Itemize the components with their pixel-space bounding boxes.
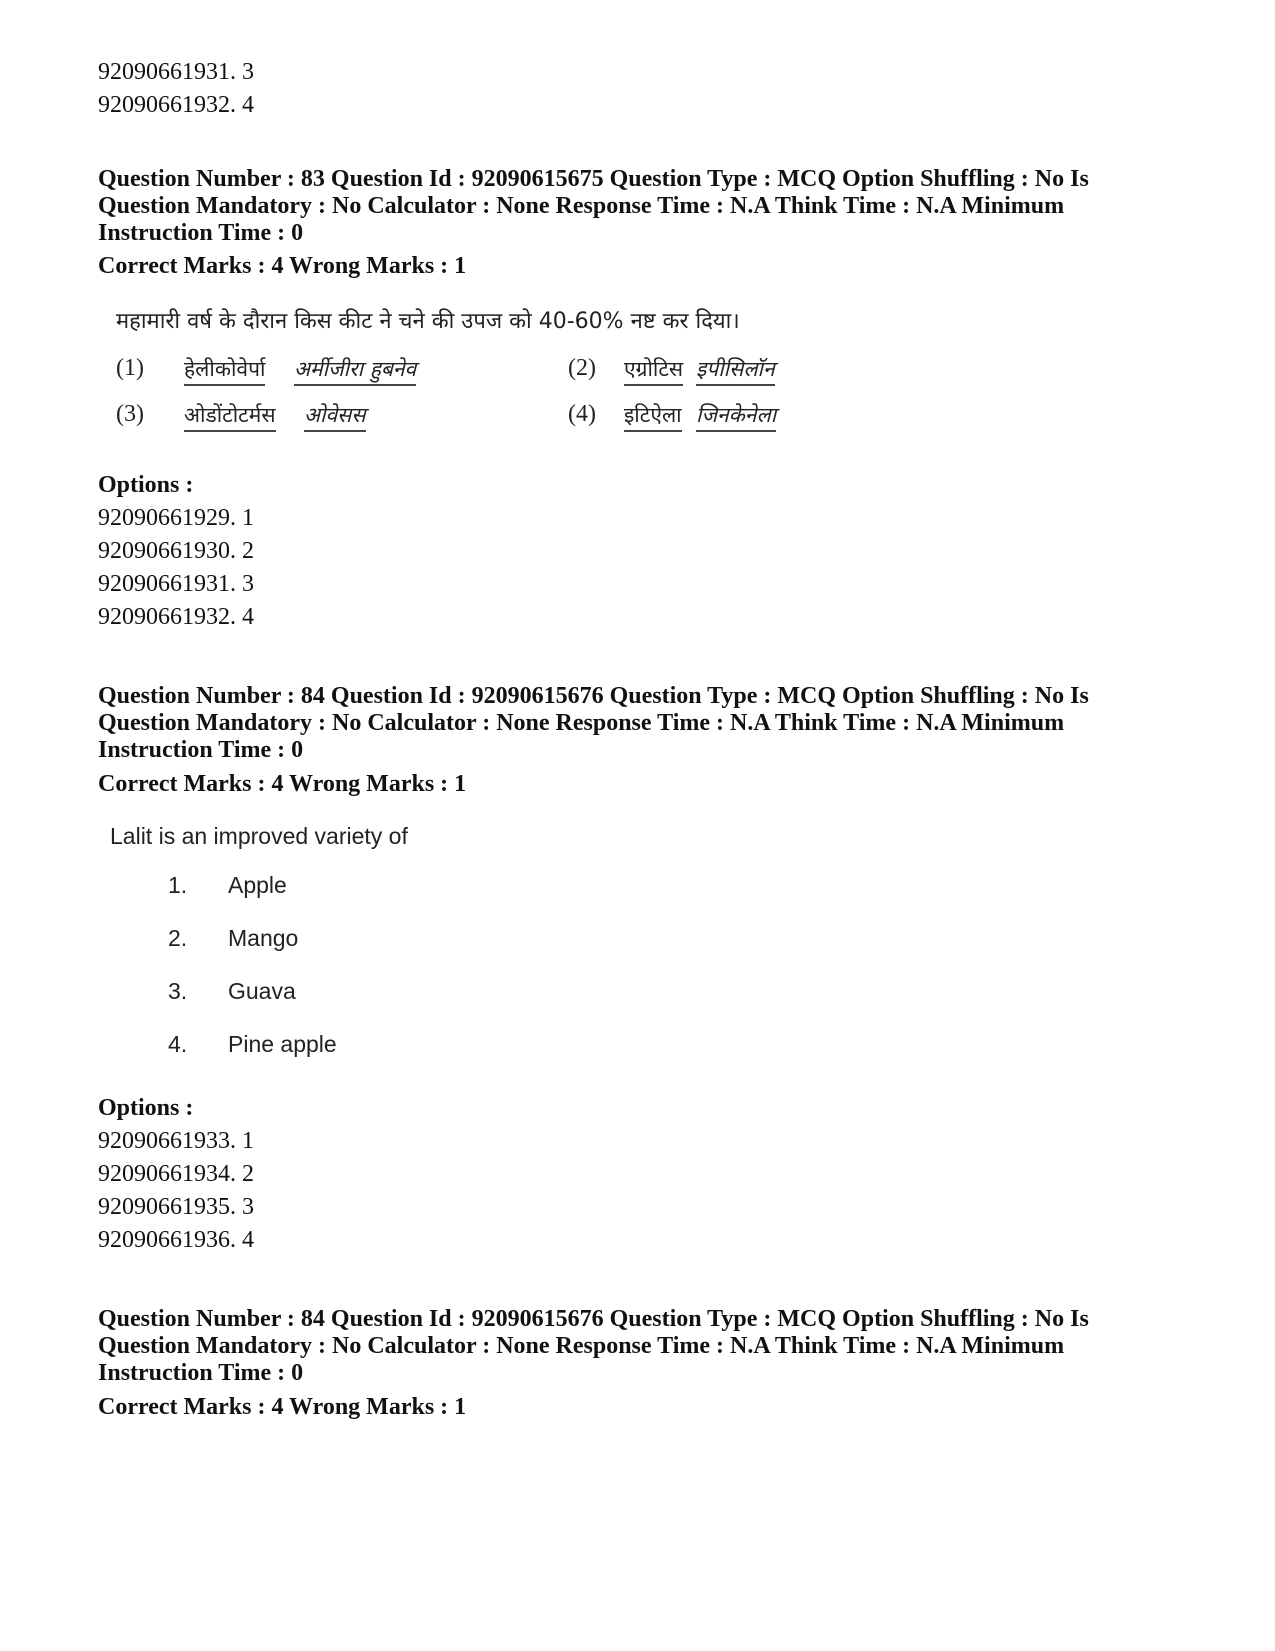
choice-term: ओडोंटोटर्मस <box>184 401 276 432</box>
choice-number: (2) <box>568 355 596 381</box>
choice-number: 1. <box>168 872 188 898</box>
question-choices <box>168 872 568 1062</box>
question-meta-line: Instruction Time : 0 <box>98 1360 304 1386</box>
choice-text: Apple <box>228 872 287 898</box>
choice-text: Mango <box>228 925 299 951</box>
marks-line: Correct Marks : 4 Wrong Marks : 1 <box>98 253 467 279</box>
option-line: 92090661931. 3 <box>98 59 254 85</box>
question-meta-line: Question Mandatory : No Calculator : None Response Time : N.A Think Time : N.A Minimum <box>98 710 1065 736</box>
option-line: 92090661929. 1 <box>98 505 254 531</box>
question-meta-line: Question Mandatory : No Calculator : None Response Time : N.A Think Time : N.A Minimum <box>98 193 1065 219</box>
choice-text: Pine apple <box>228 1031 337 1057</box>
choice-term: हेलीकोवेर्पा <box>184 355 265 386</box>
choice-term: जिनकेनेला <box>696 401 776 432</box>
question-text: महामारी वर्ष के दौरान किस कीट ने चने की उपज को 40-60% नष्ट कर दिया। <box>116 309 740 334</box>
option-line: 92090661932. 4 <box>98 92 254 118</box>
choice-term: अर्मीजीरा हुबनेव <box>294 355 416 386</box>
question-meta-line: Instruction Time : 0 <box>98 220 304 246</box>
choice-number: 2. <box>168 925 188 951</box>
choice-term: एग्रोटिस <box>624 355 683 386</box>
choice-number: 3. <box>168 978 188 1004</box>
options-heading: Options : <box>98 472 194 498</box>
option-line: 92090661930. 2 <box>98 538 254 564</box>
choice-text: Guava <box>228 978 296 1004</box>
question-choices <box>116 355 796 455</box>
option-line: 92090661932. 4 <box>98 604 254 630</box>
option-line: 92090661936. 4 <box>98 1227 254 1253</box>
choice-term: इटिऐला <box>624 401 682 432</box>
marks-line: Correct Marks : 4 Wrong Marks : 1 <box>98 1394 467 1420</box>
choice-term: ओवेसस <box>304 401 366 432</box>
choice-number: (1) <box>116 355 144 381</box>
question-text: Lalit is an improved variety of <box>110 823 408 849</box>
question-meta-line: Question Number : 83 Question Id : 92090615675 Question Type : MCQ Option Shuffling : No Is <box>98 166 1089 192</box>
option-line: 92090661931. 3 <box>98 571 254 597</box>
choice-number: (3) <box>116 401 144 427</box>
option-line: 92090661934. 2 <box>98 1161 254 1187</box>
choice-number: 4. <box>168 1031 188 1057</box>
choice-number: (4) <box>568 401 596 427</box>
question-meta-line: Question Number : 84 Question Id : 92090615676 Question Type : MCQ Option Shuffling : No Is <box>98 1306 1089 1332</box>
options-heading: Options : <box>98 1095 194 1121</box>
question-meta-line: Question Number : 84 Question Id : 92090615676 Question Type : MCQ Option Shuffling : No Is <box>98 683 1089 709</box>
marks-line: Correct Marks : 4 Wrong Marks : 1 <box>98 771 467 797</box>
option-line: 92090661935. 3 <box>98 1194 254 1220</box>
choice-term: इपीसिलॉन <box>696 355 775 386</box>
question-meta-line: Question Mandatory : No Calculator : None Response Time : N.A Think Time : N.A Minimum <box>98 1333 1065 1359</box>
option-line: 92090661933. 1 <box>98 1128 254 1154</box>
question-meta-line: Instruction Time : 0 <box>98 737 304 763</box>
